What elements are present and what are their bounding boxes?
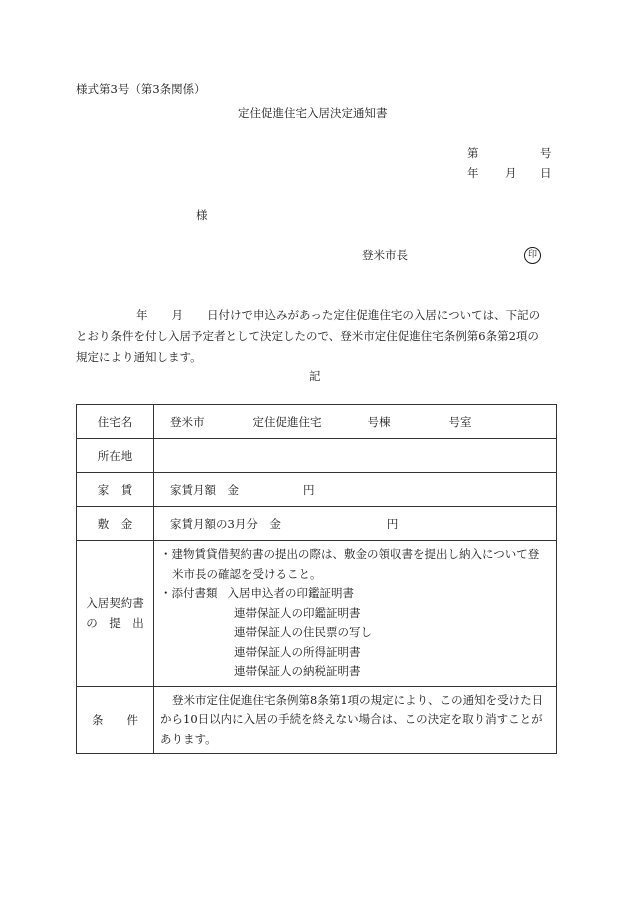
rent-cell (154, 473, 557, 507)
contract-bullet-1-line-1: ・建物賃貸借契約書の提出の際は、敷金の領収書を提出し納入について登 (160, 547, 540, 561)
ki-heading: 記 (309, 369, 321, 383)
deposit-cell (154, 507, 557, 541)
housing-city: 登米市 (170, 414, 205, 429)
conditions-cell (154, 686, 557, 754)
header-contract-line-1: 入居契約書 (86, 596, 144, 611)
date-day: 日 (540, 166, 552, 180)
contract-bullet-2 (160, 584, 550, 604)
sender-name: 登米市長 (362, 248, 408, 262)
housing-building: 号棟 (367, 414, 391, 429)
number-suffix: 号 (540, 146, 552, 160)
header-deposit: 敷 金 (77, 507, 154, 541)
housing-name-cell (154, 405, 557, 439)
contract-cell (154, 541, 557, 687)
attachment-item: 連帯保証人の住民票の写し (234, 625, 372, 639)
table-row-contract (77, 541, 557, 687)
deposit-label: 家賃月額の3月分 金 (170, 516, 281, 531)
rent-label: 家賃月額 金 (170, 482, 239, 497)
date-month: 月 (505, 166, 517, 180)
housing-type: 定住促進住宅 (252, 414, 322, 429)
header-contract-line-2: の 提 出 (86, 616, 144, 631)
form-number: 様式第3号（第3条関係） (76, 82, 206, 96)
deposit-unit: 円 (386, 516, 399, 531)
body-line-1-text: 日付けで申込みがあった定住促進住宅の入居については、下記の (207, 308, 541, 322)
conditions-line-2: から10日以内に入居の手続を終えない場合は、この決定を取り消すことが (160, 712, 543, 726)
conditions-line-3: あります。 (160, 731, 217, 746)
notice-body (76, 305, 556, 368)
header-location: 所在地 (77, 439, 154, 473)
table-row-deposit (77, 507, 557, 541)
housing-room: 号室 (448, 414, 472, 429)
body-line-2: とおり条件を付し入居予定者として決定したので、登米市定住促進住宅条例第6条第2項の (76, 329, 539, 343)
table-row-location (77, 439, 557, 473)
conditions-line-1: 登米市定住促進住宅条例第8条第1項の規定により、この通知を受けた日 (172, 692, 544, 707)
document-title: 定住促進住宅入居決定通知書 (238, 106, 388, 120)
header-conditions: 条 件 (77, 686, 154, 754)
attachment-item: 連帯保証人の印鑑証明書 (234, 605, 361, 620)
number-prefix: 第 (467, 146, 479, 160)
contract-bullet-1-line-2: 米市長の確認を受けること。 (172, 566, 322, 581)
body-month: 月 (171, 308, 183, 322)
rent-unit: 円 (303, 482, 315, 497)
header-contract (77, 541, 154, 687)
location-cell (154, 439, 557, 473)
body-line-1 (76, 305, 556, 326)
header-housing-name: 住宅名 (77, 405, 154, 439)
conditions-table (76, 404, 557, 754)
seal-mark: 印 (524, 247, 541, 264)
date-year: 年 (467, 166, 479, 180)
attachment-item: 連帯保証人の所得証明書 (234, 644, 361, 659)
table-row-conditions (77, 686, 557, 754)
attachment-item: 入居申込者の印鑑証明書 (227, 586, 354, 600)
body-line-3: 規定により通知します。 (76, 350, 202, 364)
attachments-label: ・添付書類 (160, 586, 218, 600)
header-rent: 家 賃 (77, 473, 154, 507)
table-row-rent (77, 473, 557, 507)
body-year: 年 (136, 308, 148, 322)
attachment-item: 連帯保証人の納税証明書 (234, 664, 361, 678)
table-row-housing (77, 405, 557, 439)
addressee-honorific: 様 (196, 208, 208, 222)
